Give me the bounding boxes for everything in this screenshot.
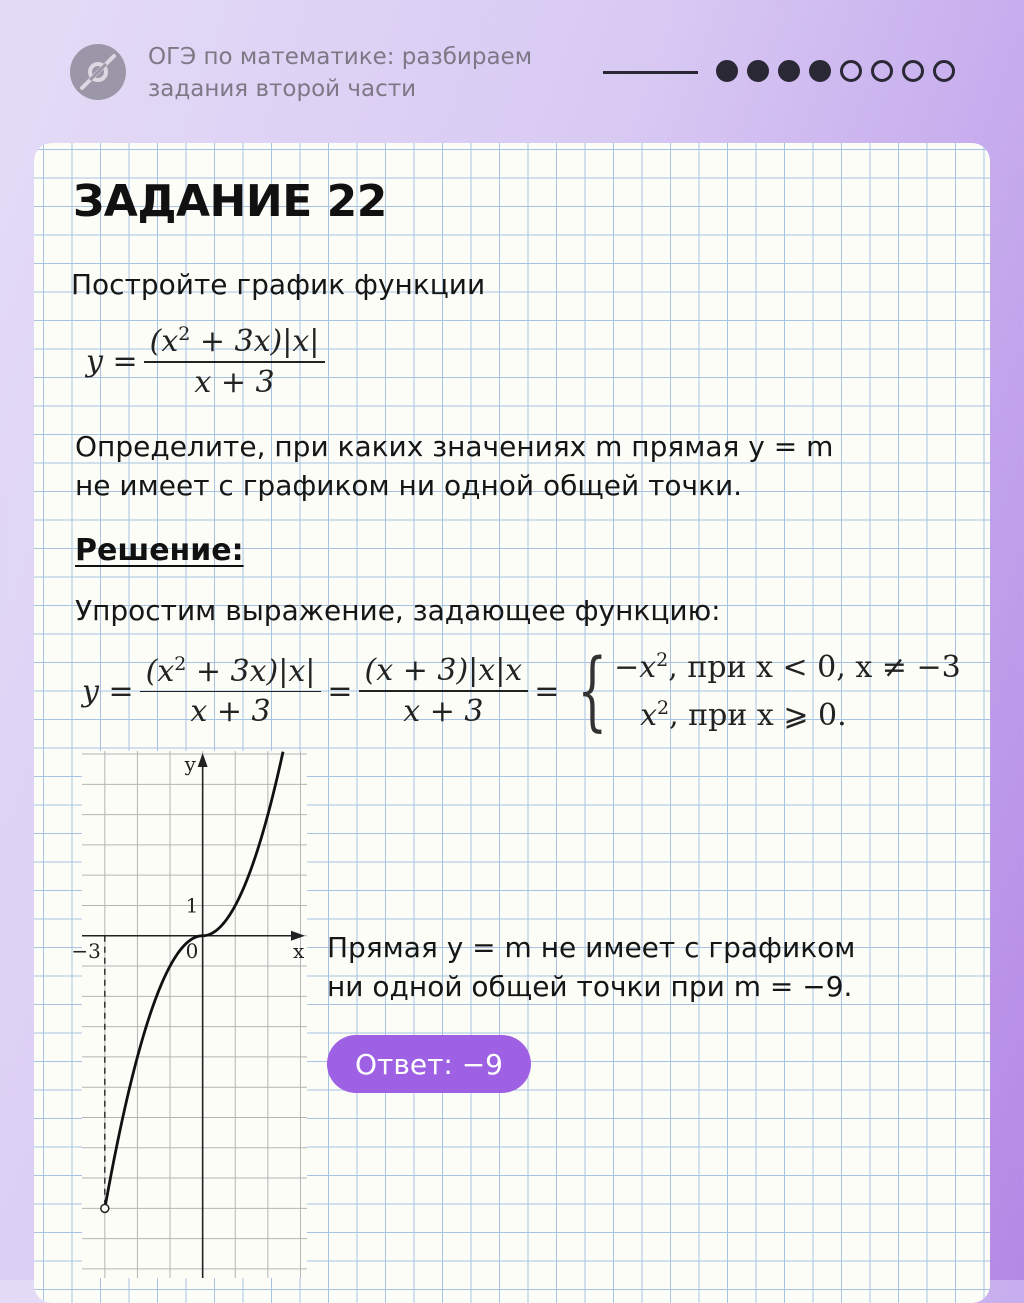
task-card [34,143,990,1303]
y-tick-label: 1 [185,893,199,918]
compass-icon [70,44,126,100]
task-formula [86,323,331,400]
x-axis-label: x [293,938,305,963]
piecewise-case-1: $-x^2$, при x < 0, x ≠ −3 [614,649,961,685]
solution-formula [82,641,961,741]
piecewise-system [565,641,961,741]
conclusion-line-2: ни одной общей точки при m = −9. [327,970,853,1003]
progress-dot [716,60,738,82]
progress-dot [902,60,924,82]
formula2-lhs: y = [82,673,134,709]
formula-fraction [144,323,326,400]
formula-num-a: (x [149,324,179,359]
formula2-f2-numerator: (x + 3)|x|x [364,653,523,689]
conclusion-line-1: Прямая y = m не имеет с графиком [327,931,856,964]
formula-denominator: x + 3 [194,364,275,400]
graph-background [82,751,307,1278]
formula2-f2-denominator: x + 3 [403,693,484,729]
formula-num-exp: 2 [178,323,191,345]
solution-heading: Решение: [75,533,244,568]
formula-lhs: y = [86,343,138,379]
x-tick-label: −3 [71,938,101,963]
question-line-2: не имеет с графиком ни одной общей точки. [75,469,743,502]
question-line-1: Определите, при каких значениях m прямая y = m [75,430,834,463]
progress-dot [871,60,893,82]
formula2-equals-1: = [327,673,353,709]
left-brace-icon: { [577,641,608,741]
answer-badge: Ответ: −9 [327,1035,531,1093]
origin-label: 0 [185,938,199,963]
formula2-f1-denominator: x + 3 [190,694,271,730]
progress-dots [716,60,955,84]
task-intro: Постройте график функции [71,268,486,301]
function-graph [71,751,307,1278]
formula2-fraction-2 [359,653,529,729]
formula2-equals-2: = [534,673,560,709]
y-axis-label: y [184,752,196,776]
solution-step-1: Упростим выражение, задающее функцию: [75,594,721,627]
header [0,0,1024,140]
piecewise-case-2: $x^2$, при x ⩾ 0. [640,697,847,733]
progress-dot [778,60,800,82]
formula2-f1-num-a: (x [145,653,175,689]
progress-dot [747,60,769,82]
formula2-f1-num-rest: + 3x)|x| [186,653,316,689]
formula-num-rest: + 3x)|x| [190,324,320,359]
formula2-fraction-1 [140,653,322,730]
task-title: ЗАДАНИЕ 22 [73,176,387,227]
header-title: ОГЭ по математике: разбираем задания второй части [148,44,533,102]
header-divider [603,71,698,74]
formula2-f1-num-exp: 2 [174,652,187,675]
progress-dot [840,60,862,82]
punctured-point [101,1204,109,1212]
progress-dot [809,60,831,82]
progress-dot [933,60,955,82]
